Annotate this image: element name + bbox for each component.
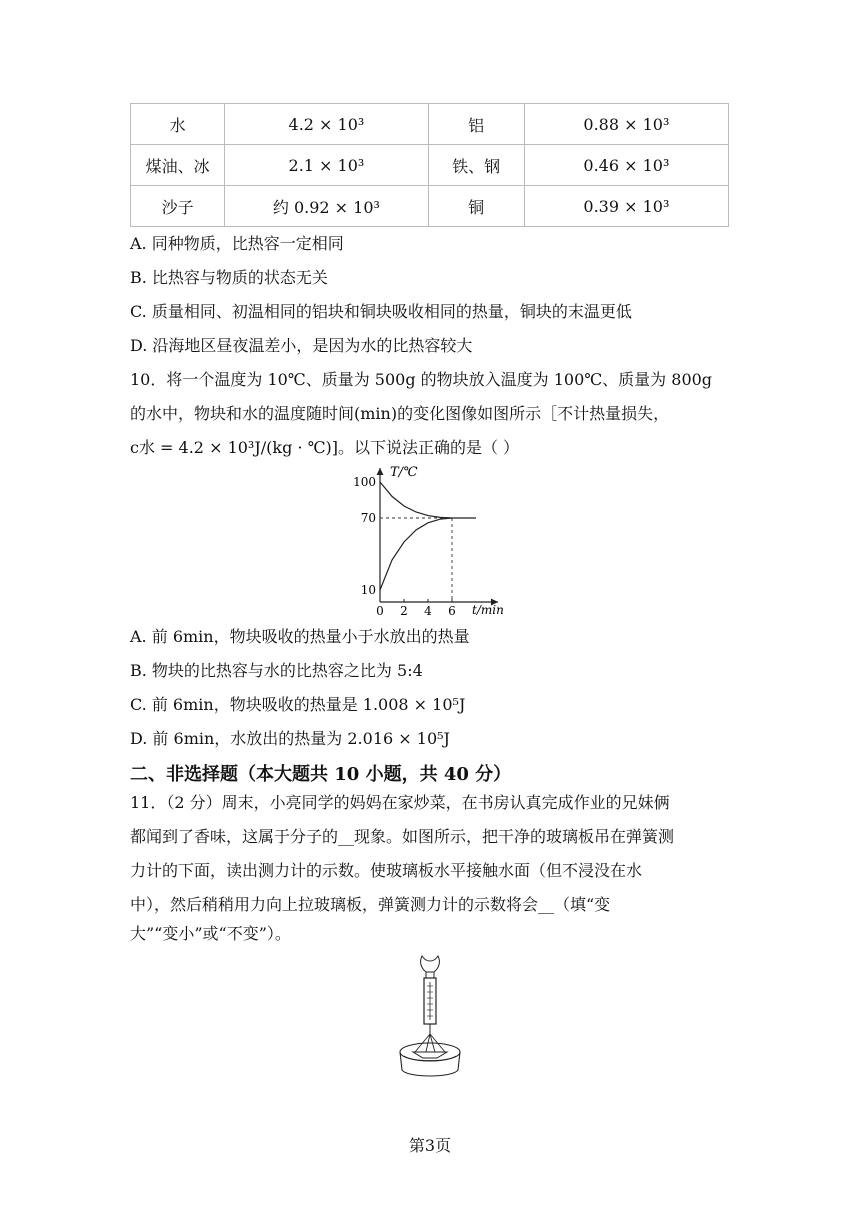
q11-stem-line1: 11．（2 分）周末，小亮同学的妈妈在家炒菜，在书房认真完成作业的兄妹俩 [130,793,670,812]
q10-option-a: A. 前 6min，物块吸收的热量小于水放出的热量 [130,627,470,646]
q11-stem-line4: 中），然后稍稍用力向上拉玻璃板，弹簧测力计的示数将会__（填“变 [130,895,611,914]
q10-option-b: B. 物块的比热容与水的比热容之比为 5:4 [130,661,423,680]
table-cell: 2.1 × 10³ [225,145,428,186]
q10-stem-line2: 的水中，物块和水的温度随时间(min)的变化图像如图所示［不计热量损失， [130,404,670,423]
table-cell: 煤油、冰 [131,145,225,186]
q10-stem-line3: c水 = 4.2 × 10³J/(kg · ℃)]。以下说法正确的是（ ） [130,438,520,457]
q9-option-a: A. 同种物质，比热容一定相同 [130,234,344,253]
q10-stem-line1: 10．将一个温度为 10℃、质量为 500g 的物块放入温度为 100℃、质量为 800g [130,370,713,389]
table-row [131,104,729,145]
q9-option-d: D. 沿海地区昼夜温差小，是因为水的比热容较大 [130,336,473,355]
q9-option-b: B. 比热容与物质的状态无关 [130,268,328,287]
table-row [131,145,729,186]
page-number: 第3页 [408,1136,452,1155]
x-axis-label: t/min [472,603,504,617]
table-cell: 约 0.92 × 10³ [225,186,428,227]
q10-option-d: D. 前 6min，水放出的热量为 2.016 × 10⁵J [130,729,450,748]
water-cooling-curve [380,482,476,518]
q11-stem-line5: 大”“变小”或“不变”）。 [130,924,291,943]
q10-option-c: C. 前 6min，物块吸收的热量是 1.008 × 10⁵J [130,695,466,714]
table-cell: 4.2 × 10³ [225,104,428,145]
x-tick-label: 0 [376,604,384,618]
x-tick-label: 6 [448,604,456,618]
table-cell: 0.46 × 10³ [524,145,728,186]
temperature-time-chart [346,462,516,620]
y-tick-label: 70 [360,511,376,525]
q11-stem-line3: 力计的下面，读出测力计的示数。使玻璃板水平接触水面（但不浸没在水 [130,861,643,880]
spring-scale-glass-plate-figure [395,952,465,1082]
specific-heat-table [130,103,729,227]
table-cell: 铝 [428,104,524,145]
q11-stem-line2: 都闻到了香味，这属于分子的__现象。如图所示，把干净的玻璃板吊在弹簧测 [130,827,675,846]
section-heading: 二、非选择题（本大题共 10 小题，共 40 分） [130,764,512,785]
x-tick-label: 4 [424,604,432,618]
y-axis-label: T/℃ [390,465,418,480]
table-cell: 0.88 × 10³ [524,104,728,145]
y-tick-label: 10 [360,583,376,597]
y-tick-label: 100 [353,475,376,489]
table-row [131,186,729,227]
q9-option-c: C. 质量相同、初温相同的铝块和铜块吸收相同的热量，铜块的末温更低 [130,302,632,321]
table-cell: 水 [131,104,225,145]
x-tick-label: 2 [400,604,408,618]
table-cell: 0.39 × 10³ [524,186,728,227]
block-heating-curve [380,518,452,590]
table-cell: 沙子 [131,186,225,227]
table-cell: 铜 [428,186,524,227]
table-cell: 铁、钢 [428,145,524,186]
